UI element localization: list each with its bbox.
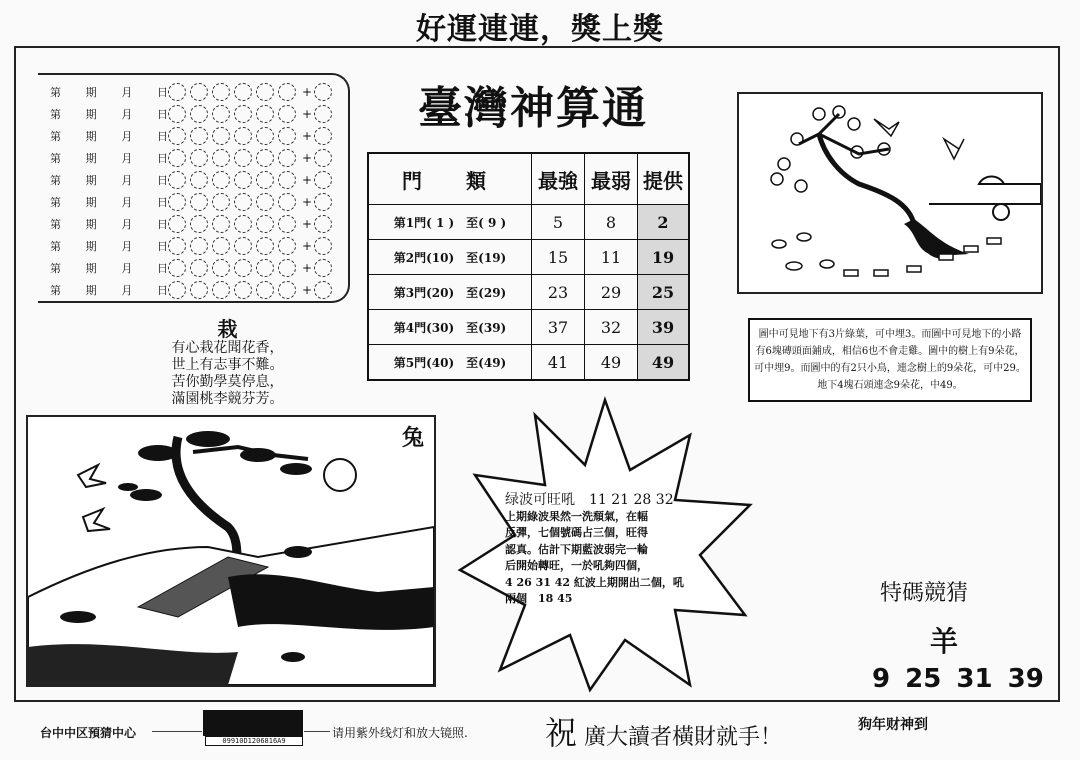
draw-grid-label-part: 日 bbox=[156, 108, 168, 121]
strong-cell: 15 bbox=[532, 240, 585, 275]
draw-grid-row bbox=[38, 169, 336, 191]
special-number-circle bbox=[314, 259, 332, 277]
draw-grid-label-part: 日 bbox=[156, 196, 168, 209]
number-circle bbox=[212, 149, 230, 167]
draw-grid-label-part: 期 bbox=[85, 240, 97, 253]
guess-title: 特碼競猜 bbox=[880, 581, 969, 606]
special-number-circle bbox=[314, 83, 332, 101]
burst-text bbox=[505, 492, 697, 608]
offer-cell: 25 bbox=[638, 275, 690, 310]
number-circle bbox=[256, 281, 274, 299]
draw-grid-row bbox=[38, 279, 336, 301]
draw-grid-label bbox=[38, 238, 168, 254]
strong-cell: 5 bbox=[532, 205, 585, 240]
draw-grid-label-part: 月 bbox=[121, 196, 133, 209]
draw-grid-label-part: 月 bbox=[121, 174, 133, 187]
wish-text: 廣大讀者橫財就手！ bbox=[584, 725, 783, 750]
draw-grid-label-part: 期 bbox=[85, 174, 97, 187]
offer-cell: 19 bbox=[638, 240, 690, 275]
draw-grid-label-part: 月 bbox=[121, 284, 133, 297]
special-number-circle bbox=[314, 127, 332, 145]
bird-icon bbox=[78, 465, 110, 531]
weak-cell: 11 bbox=[585, 240, 638, 275]
zodiac-label: 兔 bbox=[401, 425, 424, 451]
burst-line: 認真。估計下期藍波弱完一輪 bbox=[505, 542, 648, 556]
draw-grid-label-part: 月 bbox=[121, 130, 133, 143]
number-circle bbox=[256, 149, 274, 167]
number-circle bbox=[168, 83, 186, 101]
number-circle bbox=[256, 193, 274, 211]
number-circle bbox=[168, 171, 186, 189]
draw-grid-label-part: 第 bbox=[50, 174, 61, 187]
draw-grid-label-part: 日 bbox=[156, 218, 168, 231]
plus-icon: + bbox=[302, 261, 313, 275]
draw-grid-label-part: 期 bbox=[85, 130, 97, 143]
weak-cell: 29 bbox=[585, 275, 638, 310]
number-circle bbox=[190, 215, 208, 233]
group-table bbox=[367, 152, 690, 381]
draw-grid-label-part: 月 bbox=[121, 218, 133, 231]
draw-grid-label bbox=[38, 128, 168, 144]
draw-grid-label-part: 期 bbox=[85, 218, 97, 231]
number-circle bbox=[256, 259, 274, 277]
number-circle bbox=[278, 281, 296, 299]
number-circle bbox=[212, 259, 230, 277]
number-circle bbox=[212, 83, 230, 101]
draw-grid-label-part: 期 bbox=[85, 86, 97, 99]
draw-grid-label-part: 日 bbox=[156, 262, 168, 275]
draw-grid-label bbox=[38, 282, 168, 298]
draw-grid-label bbox=[38, 216, 168, 232]
number-circle bbox=[168, 193, 186, 211]
draw-grid-label-part: 第 bbox=[50, 218, 61, 231]
weak-cell: 49 bbox=[585, 345, 638, 381]
number-circle bbox=[256, 105, 274, 123]
number-circle bbox=[190, 171, 208, 189]
number-circle bbox=[234, 149, 252, 167]
number-circle bbox=[190, 105, 208, 123]
draw-grid-row bbox=[38, 81, 336, 103]
draw-grid-row bbox=[38, 257, 336, 279]
landscape-image bbox=[28, 417, 434, 685]
number-circle bbox=[190, 237, 208, 255]
number-circle bbox=[256, 215, 274, 233]
draw-grid-label-part: 月 bbox=[121, 108, 133, 121]
draw-grid-label bbox=[38, 150, 168, 166]
draw-grid-label bbox=[38, 260, 168, 276]
footer-instruction: 请用紫外线灯和放大镜照. bbox=[332, 726, 468, 740]
draw-grid-row bbox=[38, 147, 336, 169]
number-circle bbox=[256, 127, 274, 145]
draw-grid-label-part: 日 bbox=[156, 152, 168, 165]
number-circle bbox=[212, 105, 230, 123]
number-circle bbox=[278, 193, 296, 211]
number-circle bbox=[190, 281, 208, 299]
strong-cell: 37 bbox=[532, 310, 585, 345]
number-circle bbox=[190, 83, 208, 101]
poem-line: 世上有志事不難。 bbox=[171, 357, 284, 373]
number-circle bbox=[278, 105, 296, 123]
number-circle bbox=[278, 259, 296, 277]
scene-illustration-left bbox=[26, 415, 436, 687]
plus-icon: + bbox=[302, 217, 313, 231]
hint-box: 圖中可見地下有3片綠葉，可中埋3。而圖中可見地下的小路有6塊磚頭面鋪成，相信6也不會走雞。圖中的樹上有9朵花，可中埋9。而圖中的有2只小鳥，連念樹上的9朵花，可中29。地下4塊石頭連念9朵花，中49。 bbox=[748, 318, 1032, 402]
poem-line: 有心栽花聞花香， bbox=[171, 340, 284, 356]
draw-grid-label bbox=[38, 84, 168, 100]
number-circle bbox=[190, 127, 208, 145]
weak-cell: 8 bbox=[585, 205, 638, 240]
number-circle bbox=[212, 281, 230, 299]
draw-grid-label bbox=[38, 172, 168, 188]
stone-icon bbox=[772, 233, 834, 270]
plus-icon: + bbox=[302, 85, 313, 99]
moon-icon bbox=[324, 459, 356, 491]
special-number-circle bbox=[314, 215, 332, 233]
number-circle bbox=[168, 127, 186, 145]
number-circle bbox=[234, 215, 252, 233]
flower-icon bbox=[771, 106, 890, 192]
poem-line: 滿園桃李競芬芳。 bbox=[171, 391, 284, 407]
number-circle bbox=[234, 193, 252, 211]
plus-icon: + bbox=[302, 129, 313, 143]
burst-head: 绿波可旺吼 11 21 28 32 bbox=[505, 492, 674, 508]
special-number-circle bbox=[314, 149, 332, 167]
number-circle bbox=[278, 83, 296, 101]
header-offer: 提供 bbox=[638, 153, 690, 205]
page-title: 臺灣神算通 bbox=[418, 83, 648, 134]
plus-icon: + bbox=[302, 239, 313, 253]
draw-grid-label-part: 第 bbox=[50, 108, 61, 121]
draw-grid-label-part: 第 bbox=[50, 240, 61, 253]
number-circle bbox=[278, 171, 296, 189]
barcode bbox=[203, 710, 303, 736]
tree-foliage bbox=[118, 431, 312, 501]
table-row bbox=[368, 310, 689, 345]
table-row bbox=[368, 275, 689, 310]
draw-grid-label bbox=[38, 194, 168, 210]
footer-center-name: 台中中区預猜中心 bbox=[40, 726, 137, 740]
special-number-circle bbox=[314, 171, 332, 189]
footer-wish bbox=[545, 708, 782, 754]
number-circle bbox=[278, 149, 296, 167]
number-circle bbox=[212, 215, 230, 233]
poem-line: 苦你勤學莫停息， bbox=[171, 374, 284, 390]
offer-cell: 2 bbox=[638, 205, 690, 240]
table-row bbox=[368, 240, 689, 275]
draw-grid-row bbox=[38, 235, 336, 257]
table-header-row bbox=[368, 153, 689, 205]
plus-icon: + bbox=[302, 283, 313, 297]
group-cell: 第5門(40) 至(49) bbox=[368, 345, 532, 381]
offer-cell: 39 bbox=[638, 310, 690, 345]
header-group: 門 類 bbox=[368, 153, 532, 205]
draw-grid-label-part: 月 bbox=[121, 86, 133, 99]
draw-grid-label-part: 日 bbox=[156, 86, 168, 99]
number-circle bbox=[168, 281, 186, 299]
group-cell: 第1門( 1 ) 至( 9 ) bbox=[368, 205, 532, 240]
number-circle bbox=[168, 105, 186, 123]
number-circle bbox=[278, 237, 296, 255]
group-cell: 第2門(10) 至(19) bbox=[368, 240, 532, 275]
number-circle bbox=[234, 127, 252, 145]
weak-cell: 32 bbox=[585, 310, 638, 345]
number-circle bbox=[256, 171, 274, 189]
draw-grid-label-part: 日 bbox=[156, 284, 168, 297]
draw-grid-row bbox=[38, 213, 336, 235]
number-circle bbox=[212, 237, 230, 255]
guess-zodiac: 羊 bbox=[930, 625, 959, 658]
poem-head: 栽 bbox=[217, 317, 238, 341]
guess-numbers: 9 25 31 39 bbox=[872, 664, 1044, 694]
draw-grid-label-part: 日 bbox=[156, 240, 168, 253]
number-circle bbox=[212, 193, 230, 211]
number-circle bbox=[168, 215, 186, 233]
number-circle bbox=[234, 105, 252, 123]
table-row bbox=[368, 205, 689, 240]
poem bbox=[140, 318, 315, 408]
burst-line: 兩個 18 45 bbox=[505, 592, 573, 605]
draw-grid-label-part: 月 bbox=[121, 262, 133, 275]
draw-grid-label-part: 第 bbox=[50, 196, 61, 209]
number-circle bbox=[234, 83, 252, 101]
draw-grid-label-part: 月 bbox=[121, 152, 133, 165]
draw-grid-label-part: 期 bbox=[85, 262, 97, 275]
garden-image bbox=[739, 94, 1041, 292]
draw-grid-row bbox=[38, 125, 336, 147]
draw-grid-label-part: 日 bbox=[156, 174, 168, 187]
top-slogan: 好運連連，獎上獎 bbox=[416, 12, 664, 47]
number-circle bbox=[256, 83, 274, 101]
number-circle bbox=[168, 149, 186, 167]
special-number-circle bbox=[314, 193, 332, 211]
draw-grid-label-part: 期 bbox=[85, 284, 97, 297]
header-strong: 最強 bbox=[532, 153, 585, 205]
draw-grid-label-part: 第 bbox=[50, 86, 61, 99]
draw-grid-label bbox=[38, 106, 168, 122]
number-circle bbox=[278, 127, 296, 145]
draw-grid-label-part: 第 bbox=[50, 262, 61, 275]
offer-cell: 49 bbox=[638, 345, 690, 381]
number-circle bbox=[234, 237, 252, 255]
number-circle bbox=[168, 237, 186, 255]
special-number-circle bbox=[314, 237, 332, 255]
plus-icon: + bbox=[302, 173, 313, 187]
plus-icon: + bbox=[302, 151, 313, 165]
special-number-circle bbox=[314, 281, 332, 299]
number-circle bbox=[234, 171, 252, 189]
number-circle bbox=[212, 127, 230, 145]
barcode-number: 09910D1206816A9 bbox=[205, 736, 303, 746]
burst-line: 反彈，七個號碼占三個，旺得 bbox=[505, 526, 648, 539]
table-row bbox=[368, 345, 689, 381]
number-circle bbox=[234, 259, 252, 277]
footer-right: 狗年财神到 bbox=[858, 717, 928, 733]
number-circle bbox=[190, 193, 208, 211]
draw-grid-label-part: 期 bbox=[85, 108, 97, 121]
number-circle bbox=[190, 149, 208, 167]
draw-record-grid bbox=[38, 73, 350, 303]
draw-grid-label-part: 月 bbox=[121, 240, 133, 253]
number-circle bbox=[278, 215, 296, 233]
burst-line: 4 26 31 42 紅波上期開出二個，吼 bbox=[505, 575, 684, 589]
number-circle bbox=[212, 171, 230, 189]
footer-divider bbox=[304, 731, 330, 732]
number-circle bbox=[190, 259, 208, 277]
special-number-circle bbox=[314, 105, 332, 123]
number-circle bbox=[256, 237, 274, 255]
plus-icon: + bbox=[302, 107, 313, 121]
strong-cell: 41 bbox=[532, 345, 585, 381]
group-cell: 第4門(30) 至(39) bbox=[368, 310, 532, 345]
number-circle bbox=[168, 259, 186, 277]
plus-icon: + bbox=[302, 195, 313, 209]
draw-grid-label-part: 第 bbox=[50, 284, 61, 297]
draw-grid-label-part: 期 bbox=[85, 152, 97, 165]
draw-grid-label-part: 第 bbox=[50, 152, 61, 165]
draw-grid-row bbox=[38, 103, 336, 125]
draw-grid-label-part: 第 bbox=[50, 130, 61, 143]
footer-divider bbox=[152, 731, 202, 732]
wish-char: 祝 bbox=[545, 714, 578, 752]
number-circle bbox=[234, 281, 252, 299]
scene-illustration-right bbox=[737, 92, 1043, 294]
draw-grid-label-part: 日 bbox=[156, 130, 168, 143]
burst-line: 后開始轉旺，一於吼夠四個， bbox=[505, 559, 648, 572]
group-cell: 第3門(20) 至(29) bbox=[368, 275, 532, 310]
burst-line: 上期綠波果然一洗頹氣，在幅 bbox=[505, 509, 648, 523]
strong-cell: 23 bbox=[532, 275, 585, 310]
header-weak: 最弱 bbox=[585, 153, 638, 205]
draw-grid-row bbox=[38, 191, 336, 213]
draw-grid-label-part: 期 bbox=[85, 196, 97, 209]
